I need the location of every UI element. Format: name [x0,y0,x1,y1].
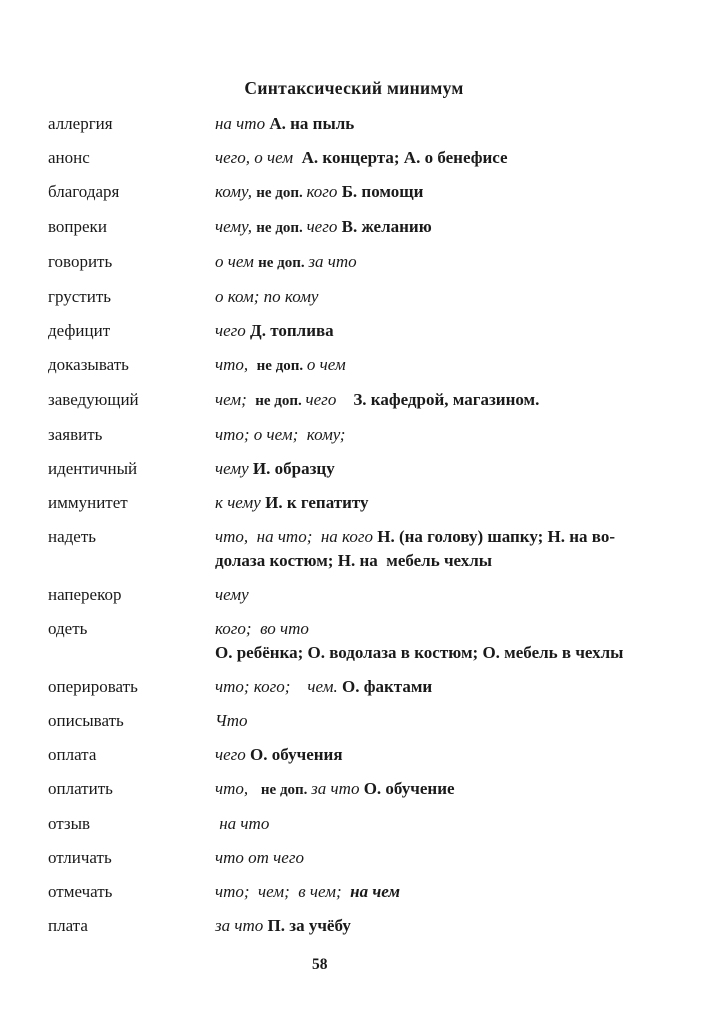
definition-segment: что; чем; в чем; [215,882,351,901]
entry-definition [215,146,664,170]
entry-row [48,583,664,607]
definition-segment: что от чего [215,848,304,867]
definition-segment: кого; во что [215,619,309,638]
definition-segment: чем; [215,390,256,409]
entry-term: аллергия [48,114,113,133]
entry-row [48,846,664,870]
entry-definition [215,583,664,607]
entry-definition [215,880,664,904]
definition-segment: долаза костюм; Н. на мебель чехлы [215,551,493,570]
entry-definition [215,215,664,240]
entry-term: плата [48,916,88,935]
entry-term: благодаря [48,182,120,201]
definition-segment: В. желанию [341,217,432,236]
definition-segment: Д. топлива [250,321,334,340]
definition-segment: чем. [307,677,342,696]
entry-row [48,423,664,447]
entry-term: дефицит [48,321,111,340]
entry-term: вопреки [48,217,107,236]
entry-definition [215,319,664,343]
definition-segment: чему, [215,217,257,236]
definition-segment: к чему [215,493,266,512]
definition-segment: на чем [350,882,401,901]
entry-definition [215,812,664,836]
entry-term: идентичный [48,459,138,478]
definition-segment: Б. помощи [341,182,424,201]
entry-row [48,525,664,573]
definition-segment: за что [308,252,357,271]
entry-term: анонс [48,148,90,167]
definition-segment: Н. (на голову) шапку; Н. на во- [377,527,616,546]
definition-segment: чего [306,217,342,236]
entry-definition [215,743,664,767]
definition-segment: не доп. [258,255,309,271]
definition-segment: что; о чем; кому; [215,425,346,444]
definition-segment: И. к гепатиту [265,493,369,512]
entry-row [48,146,664,170]
definition-segment: на что [215,114,270,133]
entries-list [0,112,708,938]
entry-row [48,617,664,665]
entry-definition [215,914,664,938]
entry-row [48,777,664,802]
definition-segment: чего [305,390,354,409]
entry-definition [215,423,664,447]
definition-segment: А. концерта; А. о бенефисе [301,148,508,167]
definition-segment: не доп. [256,220,307,236]
entry-definition [215,491,664,515]
definition-segment: чему [215,459,253,478]
entry-row [48,319,664,343]
entry-term: отмечать [48,882,113,901]
definition-segment: чего, о чем [215,148,302,167]
definition-segment: И. образцу [252,459,335,478]
entry-term: наперекор [48,585,122,604]
entry-row [48,880,664,904]
definition-segment: за что [215,916,268,935]
entry-definition [215,846,664,870]
definition-segment: не доп. [255,393,306,409]
entry-row [48,675,664,699]
definition-segment: П. за учёбу [267,916,351,935]
definition-segment: о ком; по кому [215,287,319,306]
entry-term: отзыв [48,814,91,833]
definition-segment: Что [215,711,248,730]
entry-row [48,215,664,240]
definition-segment: не доп. [260,782,312,798]
definition-segment: О. обучение [363,779,455,798]
definition-segment: кому, [215,182,257,201]
definition-segment: что, [215,355,257,374]
entry-row [48,457,664,481]
definition-segment: З. кафедрой, магазином. [353,390,540,409]
entry-definition [215,353,664,378]
definition-segment: о чем [215,252,259,271]
entry-term: оперировать [48,677,138,696]
entry-definition [215,777,664,802]
entry-row [48,743,664,767]
entry-definition [215,617,664,665]
definition-segment: за что [311,779,364,798]
definition-segment: не доп. [256,358,307,374]
entry-term: заведующий [48,390,139,409]
definition-segment: А. на пыль [269,114,355,133]
entry-term: заявить [48,425,103,444]
definition-segment: чего [215,321,251,340]
entry-definition [215,180,664,205]
definition-segment: О. фактами [342,677,433,696]
entry-definition [215,675,664,699]
entry-row [48,353,664,378]
entry-row [48,491,664,515]
entry-term: иммунитет [48,493,128,512]
entry-definition [215,112,664,136]
entry-definition [215,285,664,309]
entry-definition [215,388,664,413]
entry-term: говорить [48,252,113,271]
entry-row [48,112,664,136]
page-title: Синтаксический минимум [244,78,464,98]
entry-row [48,180,664,205]
entry-row [48,285,664,309]
definition-segment: что, [215,779,261,798]
entry-term: надеть [48,527,97,546]
definition-segment: чему [215,585,249,604]
entry-term: оплатить [48,779,113,798]
entry-term: грустить [48,287,112,306]
entry-term: одеть [48,619,88,638]
definition-segment: чего [215,745,251,764]
definition-segment: О. обучения [250,745,343,764]
definition-segment: на что [215,814,270,833]
definition-segment: что, на что; на кого [215,527,378,546]
entry-definition [215,525,664,573]
definition-segment: кого [306,182,342,201]
entry-term: описывать [48,711,124,730]
entry-definition [215,457,664,481]
entry-row [48,250,664,275]
entry-term: оплата [48,745,97,764]
entry-row [48,709,664,733]
definition-segment: о чем [306,355,346,374]
definition-segment: что; кого; [215,677,308,696]
entry-definition [215,709,664,733]
entry-term: доказывать [48,355,129,374]
entry-row [48,812,664,836]
definition-segment: не доп. [256,185,307,201]
entry-definition [215,250,664,275]
entry-row [48,388,664,413]
definition-segment: О. ребёнка; О. водолаза в костюм; О. мебель в чехлы [215,643,624,662]
entry-term: отличать [48,848,112,867]
page-number: 58 [312,956,328,973]
entry-row [48,914,664,938]
